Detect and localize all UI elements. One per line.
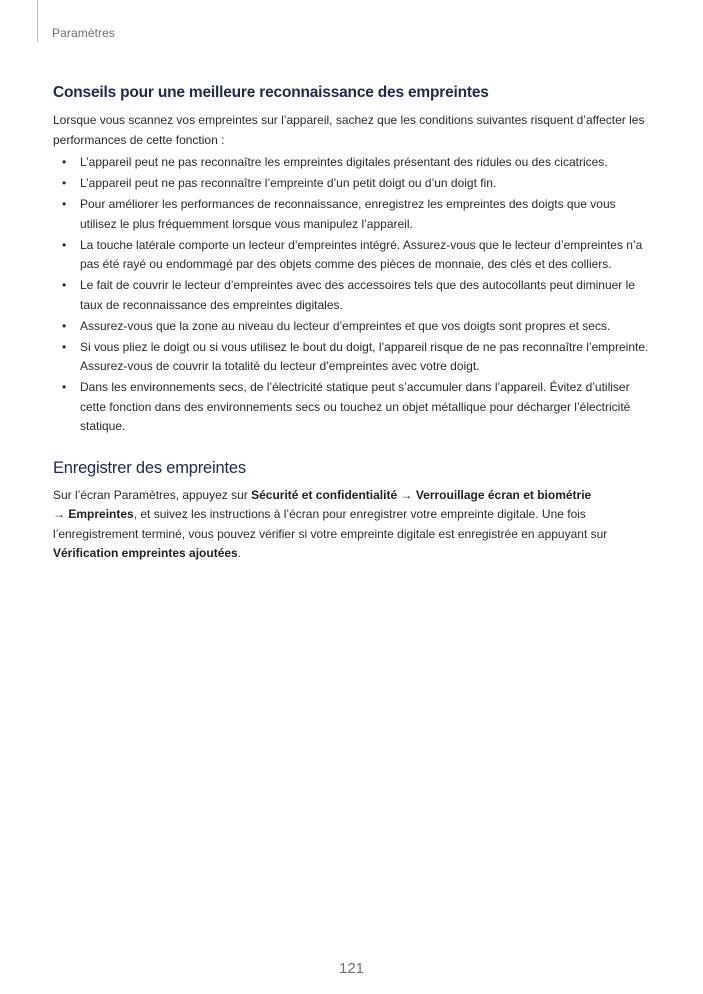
list-item-text: L’appareil peut ne pas reconnaître l’empreinte d’un petit doigt ou d’un doigt fin. (80, 176, 497, 190)
bullet-icon: • (62, 278, 67, 292)
header-divider (37, 0, 38, 42)
list-item (53, 317, 653, 337)
section-title-register: Enregistrer des empreintes (53, 458, 246, 477)
list-item (53, 195, 653, 234)
intro-paragraph: Lorsque vous scannez vos empreintes sur l’appareil, sachez que les conditions suivantes risquent d’affecter les performances de cette fonction : (53, 113, 645, 147)
tips-list (53, 153, 653, 437)
bullet-icon: • (62, 318, 67, 333)
paragraph-text: , et suivez les instructions à l’écran pour enregistrer votre empreinte digitale. Une fois l’enregistrement terminé, vous pouvez vérifier si votre empreinte digitale est enregistrée en appuyant sur (53, 507, 608, 541)
register-section (53, 459, 653, 564)
list-item (53, 338, 653, 377)
list-item (53, 153, 653, 173)
list-item-text: Si vous pliez le doigt ou si vous utilisez le bout du doigt, l’appareil risque de ne pas reconnaître l’empreinte. Assurez-vous de couvrir la totalité du lecteur d’empreintes avec votre doigt. (80, 339, 649, 373)
arrow-icon: → (53, 507, 65, 521)
list-item-text: Assurez-vous que la zone au niveau du lecteur d’empreintes et que vos doigts sont propres et secs. (80, 318, 611, 333)
paragraph-text: . (237, 546, 242, 560)
menu-path-fingerprints: Empreintes (68, 507, 134, 521)
list-item-text: Le fait de couvrir le lecteur d’empreintes avec des accessoires tels que des autocollants peut diminuer le taux de reconnaissance des empreintes digitales. (80, 278, 635, 312)
bullet-icon: • (62, 176, 67, 190)
bullet-icon: • (62, 237, 67, 252)
list-item-text: Dans les environnements secs, de l’électricité statique peut s’accumuler dans l’appareil. Évitez d’utiliser cette fonction dans des environnements secs ou touchez un objet métallique pour décharger l’électricité statique. (80, 380, 631, 433)
page-number: 121 (338, 960, 365, 977)
register-paragraph (53, 486, 653, 564)
bullet-icon: • (62, 339, 67, 354)
list-item (53, 276, 653, 315)
bullet-icon: • (62, 155, 67, 169)
list-item (53, 236, 653, 275)
bullet-icon: • (62, 197, 67, 211)
list-item (53, 378, 653, 437)
arrow-icon: → (400, 487, 413, 502)
list-item-text: L’appareil peut ne pas reconnaître les empreintes digitales présentant des ridules ou des cicatrices. (80, 155, 608, 169)
section-title-tips: Conseils pour une meilleure reconnaissance des empreintes (53, 84, 489, 101)
menu-path-lockscreen: Verrouillage écran et biométrie (415, 487, 592, 502)
paragraph-text: Sur l’écran Paramètres, appuyez sur (53, 487, 252, 502)
list-item-text: La touche latérale comporte un lecteur d’empreintes intégré. Assurez-vous que le lecteur d’empreintes n’a pas été rayé ou endommagé par des objets comme des pièces de monnaie, des clés et des colliers. (80, 237, 643, 271)
list-item-text: Pour améliorer les performances de reconnaissance, enregistrez les empreintes des doigts que vous utilisez le plus fréquemment lorsque vous manipulez l’appareil. (80, 197, 616, 231)
running-header: Paramètres (52, 26, 116, 40)
bullet-icon: • (62, 380, 67, 394)
page-content (53, 84, 653, 564)
menu-path-check: Vérification empreintes ajoutées (53, 546, 238, 560)
list-item (53, 174, 653, 194)
menu-path-security: Sécurité et confidentialité (251, 487, 398, 502)
